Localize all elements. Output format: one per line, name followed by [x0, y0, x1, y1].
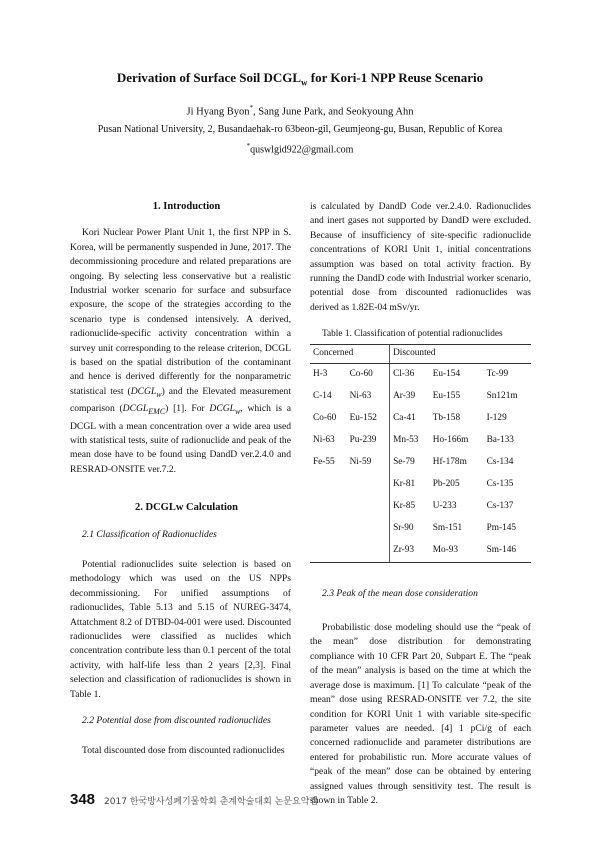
- table-cell: [347, 540, 390, 563]
- table-cell: C-14: [313, 391, 332, 402]
- table-cell: Tc-99: [486, 369, 509, 380]
- table-cell: [347, 518, 390, 540]
- table-cell: Co-60: [347, 363, 390, 386]
- table-cell: Ni-63: [313, 435, 335, 446]
- paragraph-2-2: Total discounted dose from discounted radionuclides: [82, 745, 285, 757]
- table-row: [310, 408, 531, 430]
- table-cell: Mn-53: [393, 435, 419, 446]
- paragraph-2-2-continued: is calculated by DandD Code ver.2.4.0. Radionuclides and inert gases not supported by DandD were excluded. Because of insufficiency of site-specific radionuclide concentrations of KORI Unit 1, initial concentrations assumption was based on total activity fraction. By running the DandD code with Industrial worker scenario, potential dose from discounted radionuclides was derived as 1.82E-04 mSv/yr.: [310, 201, 531, 313]
- table-cell: [310, 496, 347, 518]
- table-row: [310, 386, 531, 408]
- header-discounted: Discounted: [390, 344, 531, 363]
- table-cell: [347, 496, 390, 518]
- table-cell: Mo-93: [430, 540, 484, 563]
- page-footer: [70, 791, 318, 808]
- subsection-2-1-heading: 2.1 Classification of Radionuclides: [82, 528, 217, 540]
- paper-title: Derivation of Surface Soil $DCGL_w$ for Kori-1 NPP Reuse Scenario: [116, 70, 484, 88]
- table-header-row: [310, 344, 531, 363]
- table-cell: Fe-55: [313, 457, 335, 468]
- intro-heading: 1. Introduction: [152, 201, 221, 212]
- paragraph-2-1: Potential radionuclides suite selection is based on methodology which was used on the US NPPs decommissioning. For unified assumptions of radionuclides, Table 5.13 and 5.15 of NUREG-3474, Attatchment 8.2 of DTBD-04-001 were used. Discounted radionuclides were classified as nuclides which concentration contribute less than 0.1 percent of the total activity, with half-life less than 2 years [2,3]. Final selection and classification of radionuclides is shown in Table 1.: [70, 558, 291, 700]
- footer-text: 2017 한국방사성폐기물학회 춘계학술대회 논문요약집: [104, 797, 319, 807]
- subsection-2-3-heading: 2.3 Peak of the mean dose consideration: [322, 587, 478, 599]
- table-cell: Ho-166m: [432, 435, 469, 446]
- table-cell: Cs-137: [486, 501, 514, 512]
- table-cell: Cl-36: [393, 369, 415, 380]
- table-row: [310, 518, 531, 540]
- table-cell: Eu-154: [432, 369, 461, 380]
- table-cell: Sm-146: [484, 540, 531, 563]
- right-column: [310, 200, 531, 808]
- table-cell: Ba-133: [486, 435, 514, 446]
- left-column: [70, 200, 291, 759]
- table-cell: H-3: [313, 369, 328, 380]
- table-cell: Pb-205: [432, 479, 460, 490]
- intro-paragraph: Kori Nuclear Power Plant Unit 1, the first NPP in S. Korea, will be permanently suspended in June, 2017. The decommissioning procedure and related preparations are ongoing. By selecting less conservative but a realistic Industrial worker scenario for surface and subsurface exposure, the scope of the strategies according to the scenario type is condensed intensively. A derived, radionuclide-specific activity concentration within a survey unit corresponding to the release criterion, DCGL is based on the spatial distribution of the contaminant and hence is derived differently for the nonparametric statistical test $(DCGL_w)$ and the Elevated measurement comparison $(DCGL_{EMC})$ [1]. For $DCGL_w$, which is a DCGL with a mean concentration over a wide area used with statistical tests, suite of radionuclide and peak of the mean dose have to be found using DandD ver.2.4.0 and RESRAD-ONSITE ver.7.2.: [70, 227, 291, 475]
- table-cell: Se-79: [393, 457, 415, 468]
- table-cell: Pm-145: [486, 523, 517, 534]
- table-row: [310, 363, 531, 386]
- paragraph-2-3: Probabilistic dose modeling should use the “peak of the mean” dose distribution for demonstrating compliance with 10 CFR Part 20, Subpart E. The “peak of the mean” analysis is based on the time at which the average dose is maximum. [1] To calculate “peak of the mean” dose using RESRAD-ONSITE ver 7.2, the site condition for KORI Unit 1 with variable site-specific parameter values are needed. [4] 1 pCi/g of each concerned radionuclide and parameter distributions are entered for probabilistic run. More accurate values of “peak of the mean” dose can be obtained by entering assigned values through sensitivity test. The result is shown in Table 2.: [310, 622, 531, 806]
- affiliation: Pusan National University, 2, Busandaehak-ro 63beon-gil, Geumjeong-gu, Busan, Republic of Korea: [97, 124, 503, 135]
- table-cell: Ni-59: [347, 452, 390, 474]
- table-cell: Cs-135: [486, 479, 514, 490]
- radionuclide-table: [310, 344, 531, 563]
- table-row: [310, 540, 531, 563]
- table-row: [310, 452, 531, 474]
- calc-heading: 2. DCGLw Calculation: [135, 502, 238, 514]
- table-cell: Pu-239: [347, 430, 390, 452]
- table-cell: Cs-134: [486, 457, 514, 468]
- table-cell: [310, 474, 347, 496]
- table-cell: I-129: [486, 413, 507, 424]
- table-cell: Co-60: [313, 413, 337, 424]
- table-cell: [347, 474, 390, 496]
- table-cell: Kr-81: [393, 479, 416, 490]
- table-row: [310, 474, 531, 496]
- table-cell: Eu-152: [347, 408, 390, 430]
- table-body: [310, 363, 531, 562]
- table-cell: Sn121m: [486, 391, 518, 402]
- table-cell: [310, 518, 347, 540]
- page-number: 348: [70, 791, 96, 808]
- header-concerned: Concerned: [310, 344, 390, 363]
- table-cell: U-233: [432, 501, 457, 512]
- table-cell: Ca-41: [393, 413, 416, 424]
- table-cell: Sm-151: [432, 523, 463, 534]
- table-caption: Table 1. Classification of potential radionuclides: [322, 329, 503, 340]
- authors: Ji Hyang Byon*, Sang June Park, and Seokyoung Ahn: [186, 104, 414, 118]
- table-cell: Hf-178m: [432, 457, 467, 468]
- table-row: [310, 496, 531, 518]
- table-cell: Ar-39: [393, 391, 416, 402]
- table-cell: Zr-93: [390, 540, 430, 563]
- table-cell: Sr-90: [393, 523, 414, 534]
- subsection-2-2-heading: 2.2 Potential dose from discounted radionuclides: [82, 715, 271, 726]
- table-cell: Tb-158: [432, 413, 461, 424]
- table-cell: Kr-85: [393, 501, 416, 512]
- table-row: [310, 430, 531, 452]
- table-cell: Ni-63: [347, 386, 390, 408]
- author-email: *quswlgid922@gmail.com: [246, 142, 354, 156]
- table-cell: [310, 540, 347, 563]
- table-cell: Eu-155: [432, 391, 461, 402]
